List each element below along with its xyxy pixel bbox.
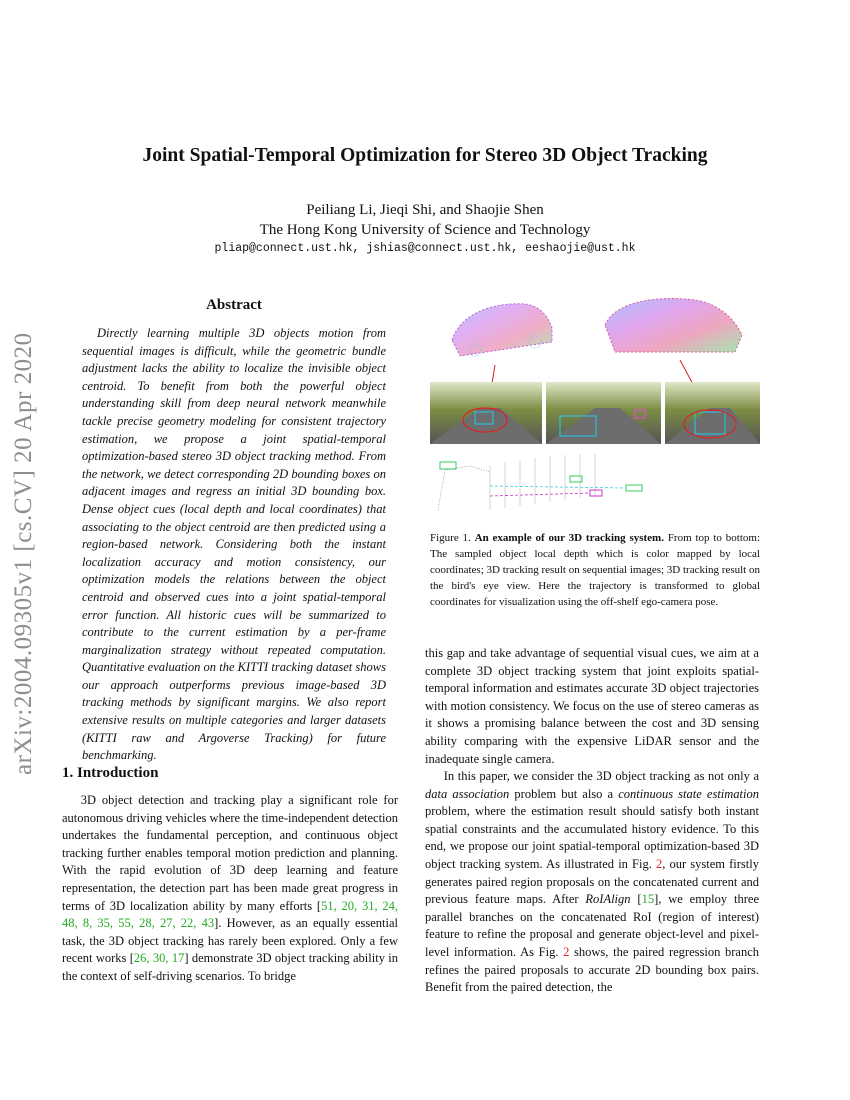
text-run: shows, the paired regression branch refines the paired proposals to accurate 2D bounding box pairs. Benefit from the paired detection, the bbox=[425, 944, 759, 995]
tracking-frame-1 bbox=[430, 382, 542, 444]
section-heading-introduction: 1. Introduction bbox=[62, 765, 159, 781]
caption-label: Figure 1. bbox=[430, 532, 471, 544]
text-run: problem but also a bbox=[509, 786, 619, 801]
text-run: , our system firstly generates paired region proposals on the concatenated current and previous feature maps. After bbox=[425, 856, 759, 907]
tracking-frame-2 bbox=[546, 382, 661, 444]
figure-1 bbox=[430, 290, 760, 515]
caption-text: From top to bottom: The sampled object local depth which is color mapped by local coordinates; 3D tracking result on sequential images; 3D tracking result on the bird's eye view. Here the trajectory is transformed to global coordinates for visualization using the off-shelf ego-camera pose. bbox=[430, 532, 760, 608]
text-run: [ bbox=[630, 892, 642, 907]
intro-paragraph bbox=[62, 792, 398, 986]
body-paragraph bbox=[425, 768, 759, 997]
author-names: Peiliang Li, Jieqi Shi, and Shaojie Shen bbox=[306, 202, 544, 218]
text-run: problem, where the estimation result should satisfy both instant spatial constraints and the accumulated history evidence. To this end, we propose our joint spatial-temporal optimization-based 3D object tracking system. As illustrated in Fig. bbox=[425, 804, 759, 871]
affiliation: The Hong Kong University of Science and Technology bbox=[259, 222, 591, 238]
emphasis: RoIAlign bbox=[585, 892, 631, 907]
emphasis: data association bbox=[425, 786, 510, 801]
author-emails: pliap@connect.ust.hk, jshias@connect.ust.hk, eeshaojie@ust.hk bbox=[214, 242, 636, 255]
text-run: 3D object detection and tracking play a significant role for autonomous driving vehicles where the time-independent detection undertakes the fundamental perception, and continuous object tracking further enables temporal motion prediction and planning. With the rapid evolution of 3D deep learning and feature representation, the detection part has been made great progress in terms of 3D localization ability by many efforts [ bbox=[62, 793, 399, 913]
arxiv-stamp: arXiv:2004.09305v1 [cs.CV] 20 Apr 2020 bbox=[10, 332, 37, 775]
abstract-body: Directly learning multiple 3D objects motion from sequential images is difficult, while the geometric bundle adjustment lacks the ability to localize the invisible object centroid. To benefit from both the powerful object understanding skill from deep neural network meanwhile tackle precise geometry modeling for consistent trajectory estimation, we propose a joint spatial-temporal optimization-based stereo 3D object tracking method. From the network, we detect corresponding 2D bounding boxes on adjacent images and regress an initial 3D bounding box. Dense object cues (local depth and local coordinates) that associating to the object centroid are then predicted using a region-based network. Considering both the instant localization accuracy and motion consistency, our optimization models the relations between the object centroid and observed cues into a joint spatial-temporal error function. All historic cues will be summarized to contribute to the current estimation by a per-frame marginalization strategy without repeated computation. Quantitative evaluation on the KITTI tracking dataset shows our approach outperforms previous image-based 3D tracking methods by significant margins. We also report extensive results on multiple categories and larger datasets (KITTI raw and Argoverse Tracking) for future benchmarking. bbox=[82, 326, 386, 763]
text-run: ] demonstrate 3D object tracking ability in the context of self-driving scenarios. To bridge bbox=[62, 951, 398, 983]
citation-link[interactable]: 26, 30, 17 bbox=[133, 951, 185, 966]
citation-link[interactable]: 51, 20, 31, 24, 48, 8, 35, 55, 28, 27, 22, 43 bbox=[62, 898, 399, 931]
text-run: ]. However, as an equally essential task, the 3D object tracking has rarely been explored. Only a few recent works [ bbox=[62, 916, 398, 966]
figure-ref-link[interactable]: 2 bbox=[655, 856, 663, 871]
figure-ref-link[interactable]: 2 bbox=[563, 944, 570, 959]
abstract-heading: Abstract bbox=[206, 297, 262, 313]
paper-title: Joint Spatial-Temporal Optimization for Stereo 3D Object Tracking bbox=[142, 145, 708, 166]
emphasis: continuous state estimation bbox=[618, 786, 759, 801]
tracking-frame-3 bbox=[665, 382, 760, 444]
caption-title: An example of our 3D tracking system. bbox=[474, 532, 664, 544]
figure-1-caption bbox=[430, 530, 760, 610]
text-run: ], we employ three parallel branches on the concatenated RoI (region of interest) feature to refine the proposal and generate object-level and pixel-level information. As Fig. bbox=[425, 892, 759, 959]
text-run: In this paper, we consider the 3D object tracking as not only a bbox=[443, 769, 759, 783]
birds-eye-view bbox=[438, 454, 642, 510]
body-paragraph: this gap and take advantage of sequential visual cues, we aim at a complete 3D object tracking system that joint exploits spatial-temporal information and estimates accurate 3D object trajectories with motion consistency. We focus on the use of stereo cameras as it shows a promising balance between the cost and 3D sensing ability comparing with the expensive LiDAR sensor and the inadequate single camera. bbox=[425, 646, 759, 766]
author-block bbox=[0, 200, 850, 240]
car-pointcloud-right bbox=[605, 298, 742, 352]
car-pointcloud-left bbox=[452, 304, 552, 356]
citation-link[interactable]: 15 bbox=[641, 892, 655, 907]
